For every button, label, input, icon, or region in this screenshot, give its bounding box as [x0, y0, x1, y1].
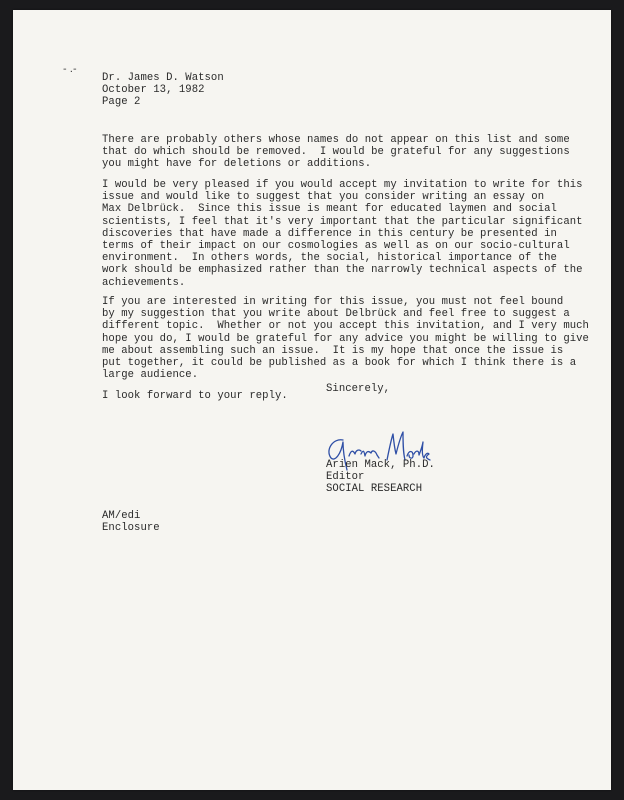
typist-initials: AM/edi [102, 510, 141, 522]
closing-salutation: Sincerely, [326, 383, 391, 395]
letter-date: October 13, 1982 [102, 84, 205, 96]
page-number: Page 2 [102, 96, 141, 108]
recipient-name: Dr. James D. Watson [102, 72, 224, 84]
paragraph-2: I would be very pleased if you would accept my invitation to write for this issue and would like to suggest that you consider writing an essay on Max Delbrück. Since this issue is meant for educated laymen and social scientists, I feel that it's very important that the particular significant discoveries that have made a difference in this century be presented in terms of their impact on our cosmologies as well as on our socio-cultural environment. In others words, the social, historical importance of the work should be emphasized rather than the narrowly technical aspects of the achievements. [102, 179, 583, 289]
page-mark: - .- [63, 64, 77, 75]
signer-organization: SOCIAL RESEARCH [326, 483, 423, 495]
letter-page [13, 10, 611, 790]
enclosure-note: Enclosure [102, 522, 160, 534]
paragraph-1: There are probably others whose names do not appear on this list and some that do which should be removed. I would be grateful for any suggestions you might have for deletions or additions. [102, 134, 570, 171]
paragraph-4: I look forward to your reply. [102, 390, 288, 402]
signer-name: Arien Mack, Ph.D. [326, 459, 435, 471]
paragraph-3: If you are interested in writing for this issue, you must not feel bound by my suggestion that you write about Delbrück and feel free to suggest a different topic. Whether or not you accept this invitation, and I very much hope you do, I would be grateful for any advice you might be willing to give me about assembling such an issue. It is my hope that once the issue is put together, it could be published as a book for which I think there is a large audience. [102, 296, 589, 382]
signer-title: Editor [326, 471, 365, 483]
